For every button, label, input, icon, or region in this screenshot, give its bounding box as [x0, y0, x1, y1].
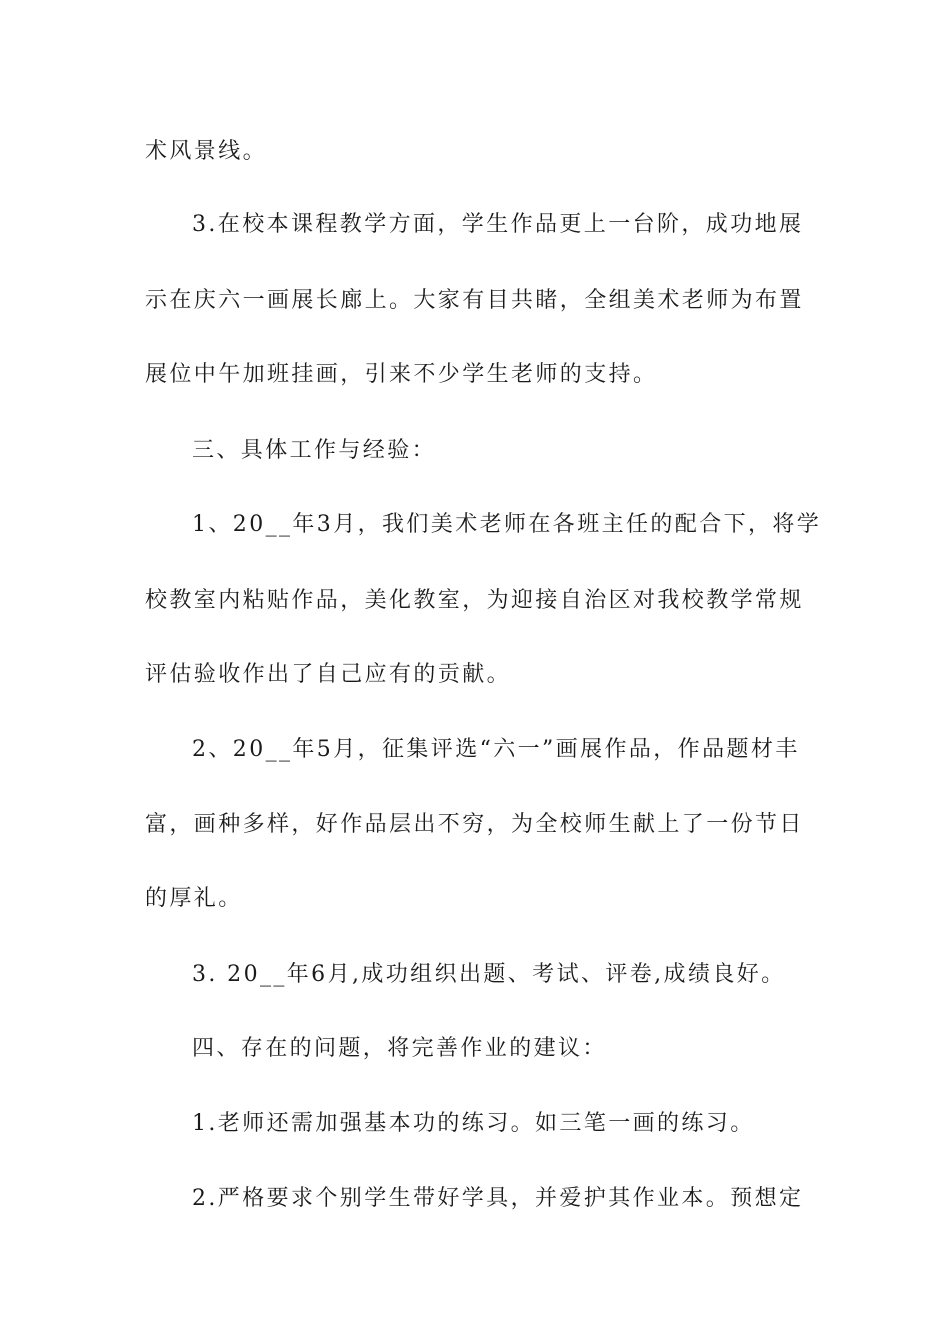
paragraph-line: 评估验收作出了自己应有的贡献。: [145, 662, 512, 687]
section-heading: 四、存在的问题，将完善作业的建议：: [192, 1036, 607, 1061]
paragraph-line: 术风景线。: [145, 139, 268, 164]
paragraph-line: 3. 20__年6月,成功组织出题、考试、评卷,成绩良好。: [192, 962, 786, 987]
paragraph-line: 1、20__年3月，我们美术老师在各班主任的配合下，将学: [192, 512, 822, 537]
paragraph-line: 展位中午加班挂画，引来不少学生老师的支持。: [145, 362, 658, 387]
paragraph-line: 的厚礼。: [145, 886, 243, 911]
paragraph-line: 富，画种多样，好作品层出不穷，为全校师生献上了一份节日: [145, 812, 804, 837]
section-heading: 三、具体工作与经验：: [192, 438, 437, 463]
paragraph-line: 2、20__年5月，征集评选“六一”画展作品，作品题材丰: [192, 737, 800, 762]
paragraph-line: 3.在校本课程教学方面，学生作品更上一台阶，成功地展: [192, 212, 804, 237]
paragraph-line: 校教室内粘贴作品，美化教室，为迎接自治区对我校教学常规: [145, 588, 804, 613]
paragraph-line: 2.严格要求个别学生带好学具，并爱护其作业本。预想定: [192, 1186, 804, 1211]
paragraph-line: 示在庆六一画展长廊上。大家有目共睹，全组美术老师为布置: [145, 288, 804, 313]
paragraph-line: 1.老师还需加强基本功的练习。如三笔一画的练习。: [192, 1111, 755, 1136]
